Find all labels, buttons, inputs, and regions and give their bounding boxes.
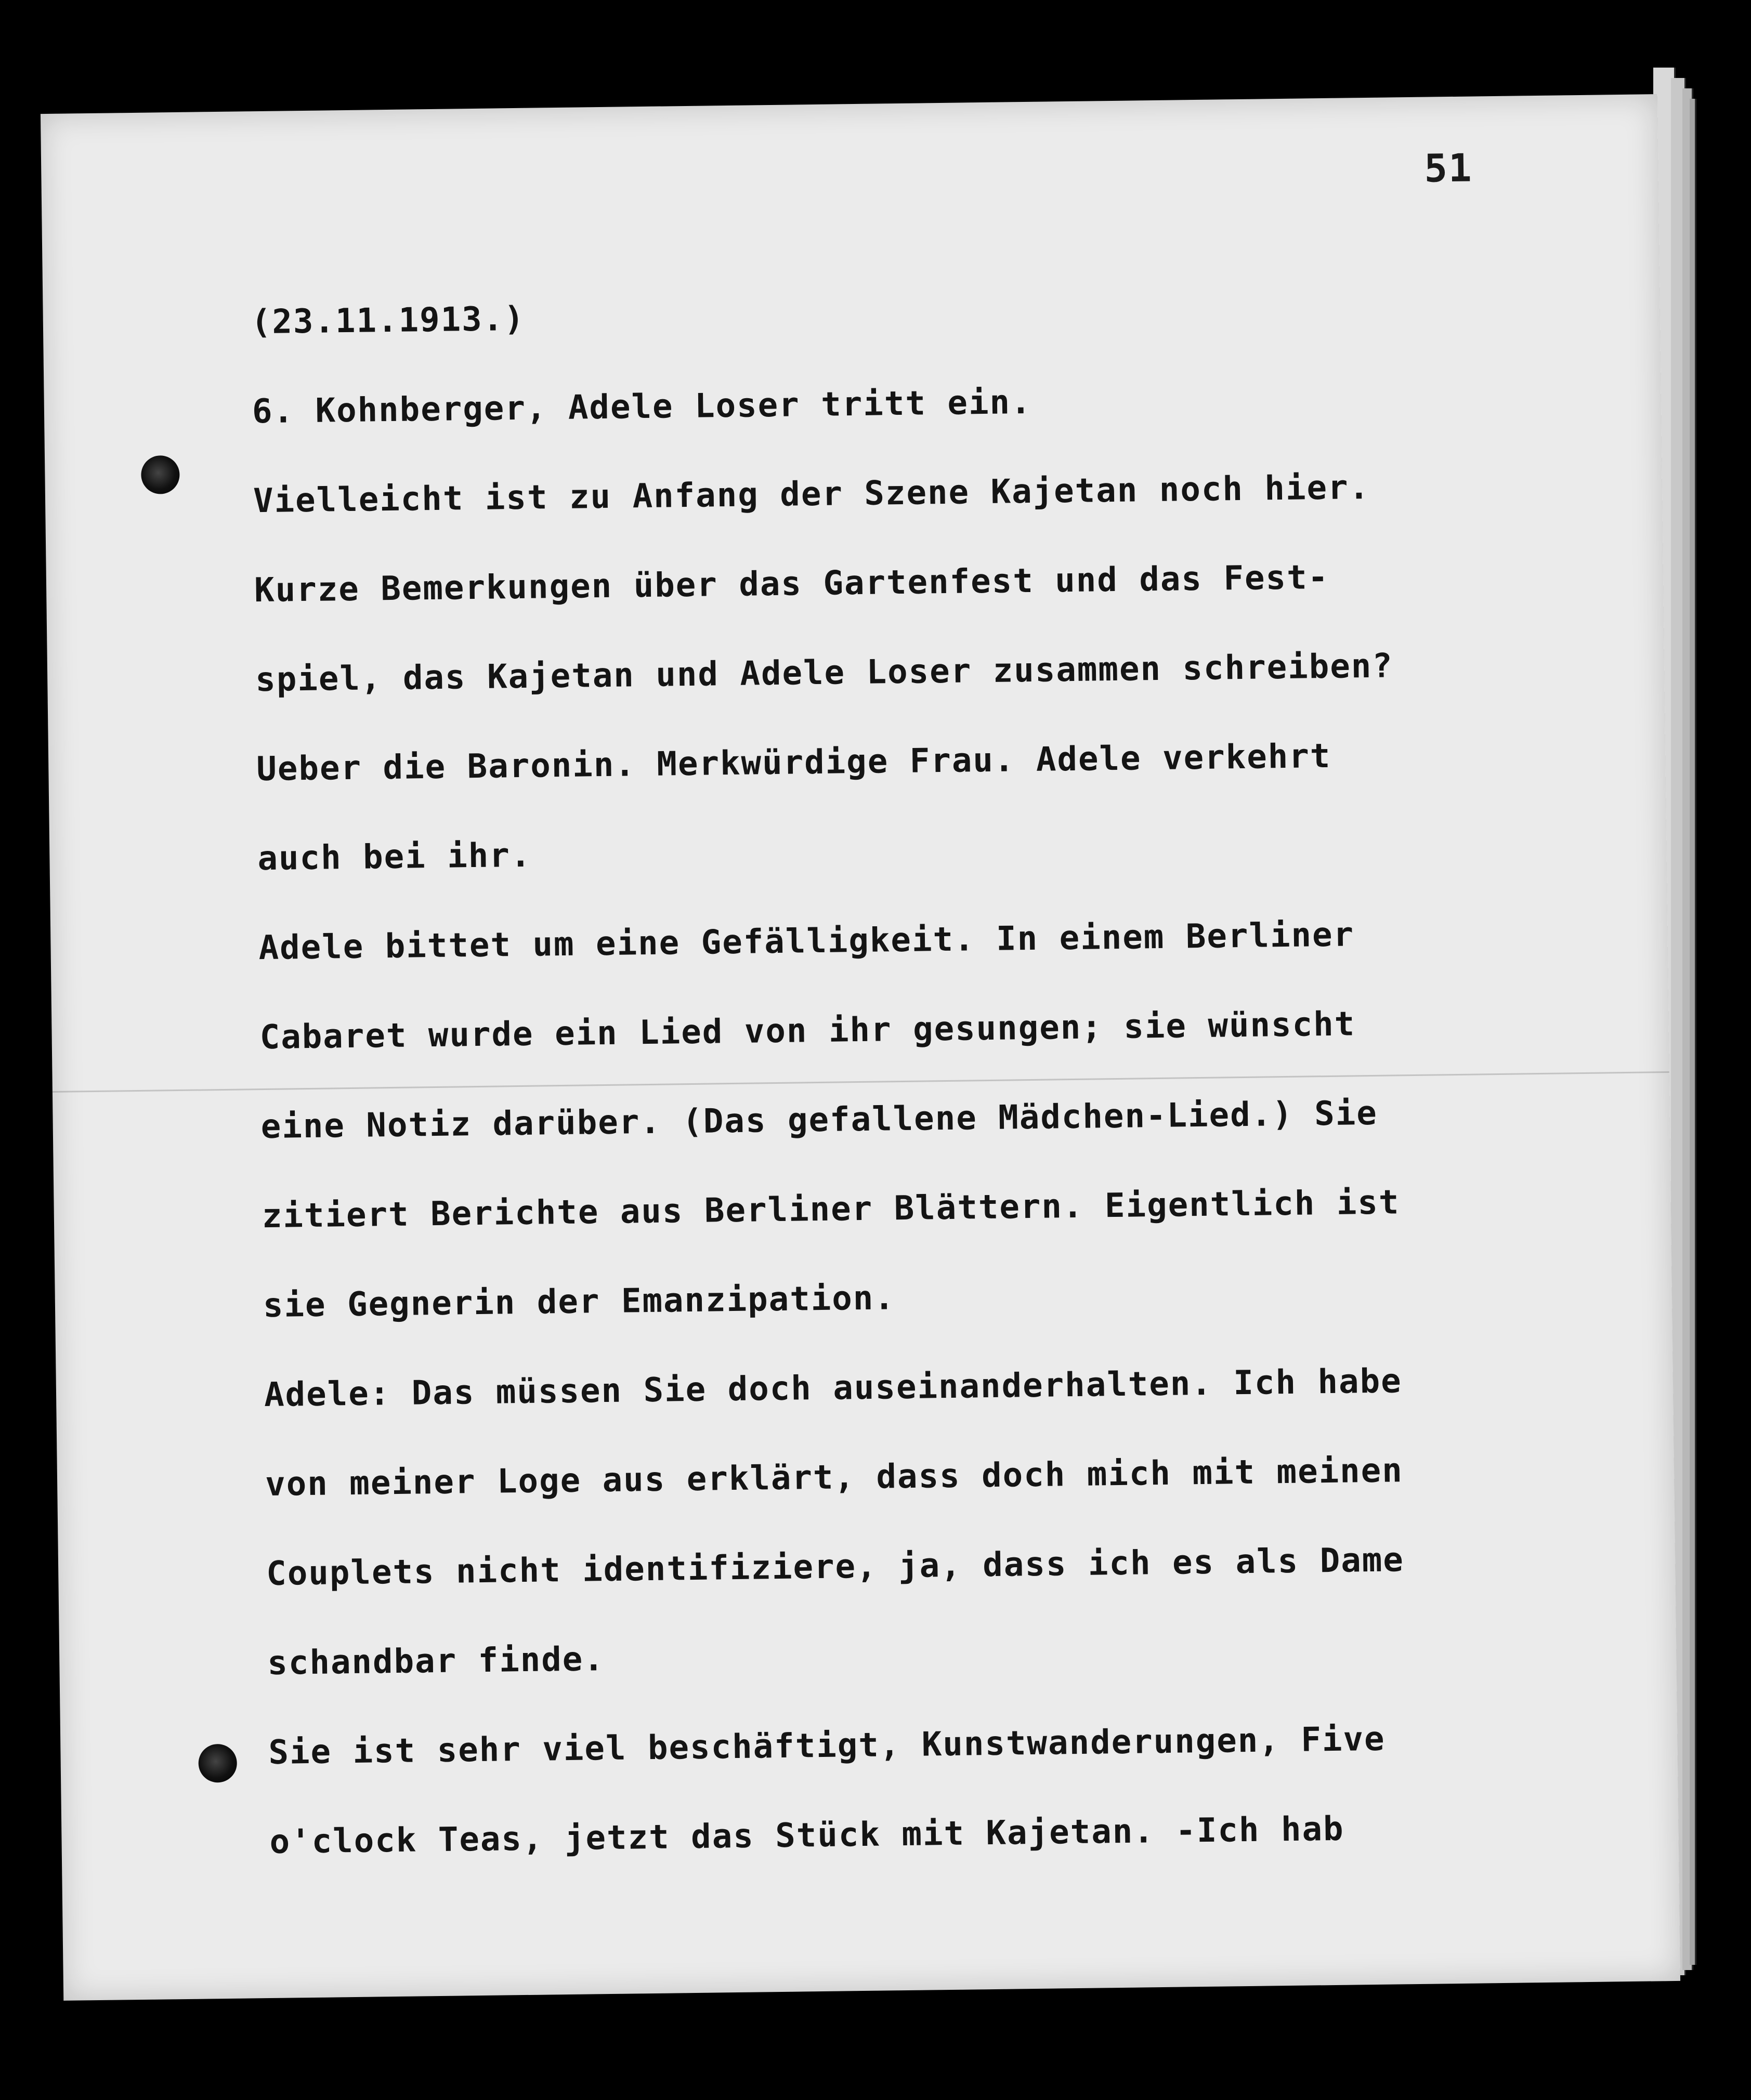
text-line: Adele: Das müssen Sie doch auseinanderhalten. Ich habe	[264, 1362, 1403, 1415]
text-line: Sie ist sehr viel beschäftigt, Kunstwanderungen, Five	[268, 1720, 1386, 1773]
text-line: von meiner Loge aus erklärt, dass doch mich mit meinen	[265, 1451, 1404, 1504]
text-line: Ueber die Baronin. Merkwürdige Frau. Adele verkehrt	[256, 737, 1331, 789]
text-line: sie Gegnerin der Emanzipation.	[263, 1279, 896, 1325]
sheet-edge	[1690, 99, 1696, 1965]
text-line: zitiert Berichte aus Berliner Blättern. Eigentlich ist	[262, 1183, 1400, 1236]
text-line: Couplets nicht identifiziere, ja, dass ich es als Dame	[266, 1541, 1405, 1594]
typewritten-page	[41, 94, 1680, 2001]
text-line: (23.11.1913.)	[251, 299, 526, 342]
text-line: Vielleicht ist zu Anfang der Szene Kajetan noch hier.	[253, 468, 1370, 521]
text-line: Kurze Bemerkungen über das Gartenfest und das Fest-	[254, 558, 1329, 610]
text-line: eine Notiz darüber. (Das gefallene Mädchen-Lied.) Sie	[260, 1094, 1378, 1147]
text-line: 6. Kohnberger, Adele Loser tritt ein.	[252, 383, 1032, 431]
text-line: schandbar finde.	[267, 1640, 605, 1683]
text-line: spiel, das Kajetan und Adele Loser zusammen schreiben?	[255, 647, 1394, 700]
typed-text-body	[251, 261, 1632, 1887]
text-line: Adele bittet um eine Gefälligkeit. In einem Berliner	[258, 915, 1355, 968]
page-number: 51	[1423, 146, 1473, 191]
text-line: Cabaret wurde ein Lied von ihr gesungen; sie wünscht	[259, 1005, 1356, 1057]
punch-hole-bottom	[198, 1744, 237, 1783]
text-line: o'clock Teas, jetzt das Stück mit Kajetan. -Ich hab	[269, 1809, 1344, 1861]
punch-hole-top	[141, 455, 180, 494]
text-line: auch bei ihr.	[257, 836, 532, 878]
